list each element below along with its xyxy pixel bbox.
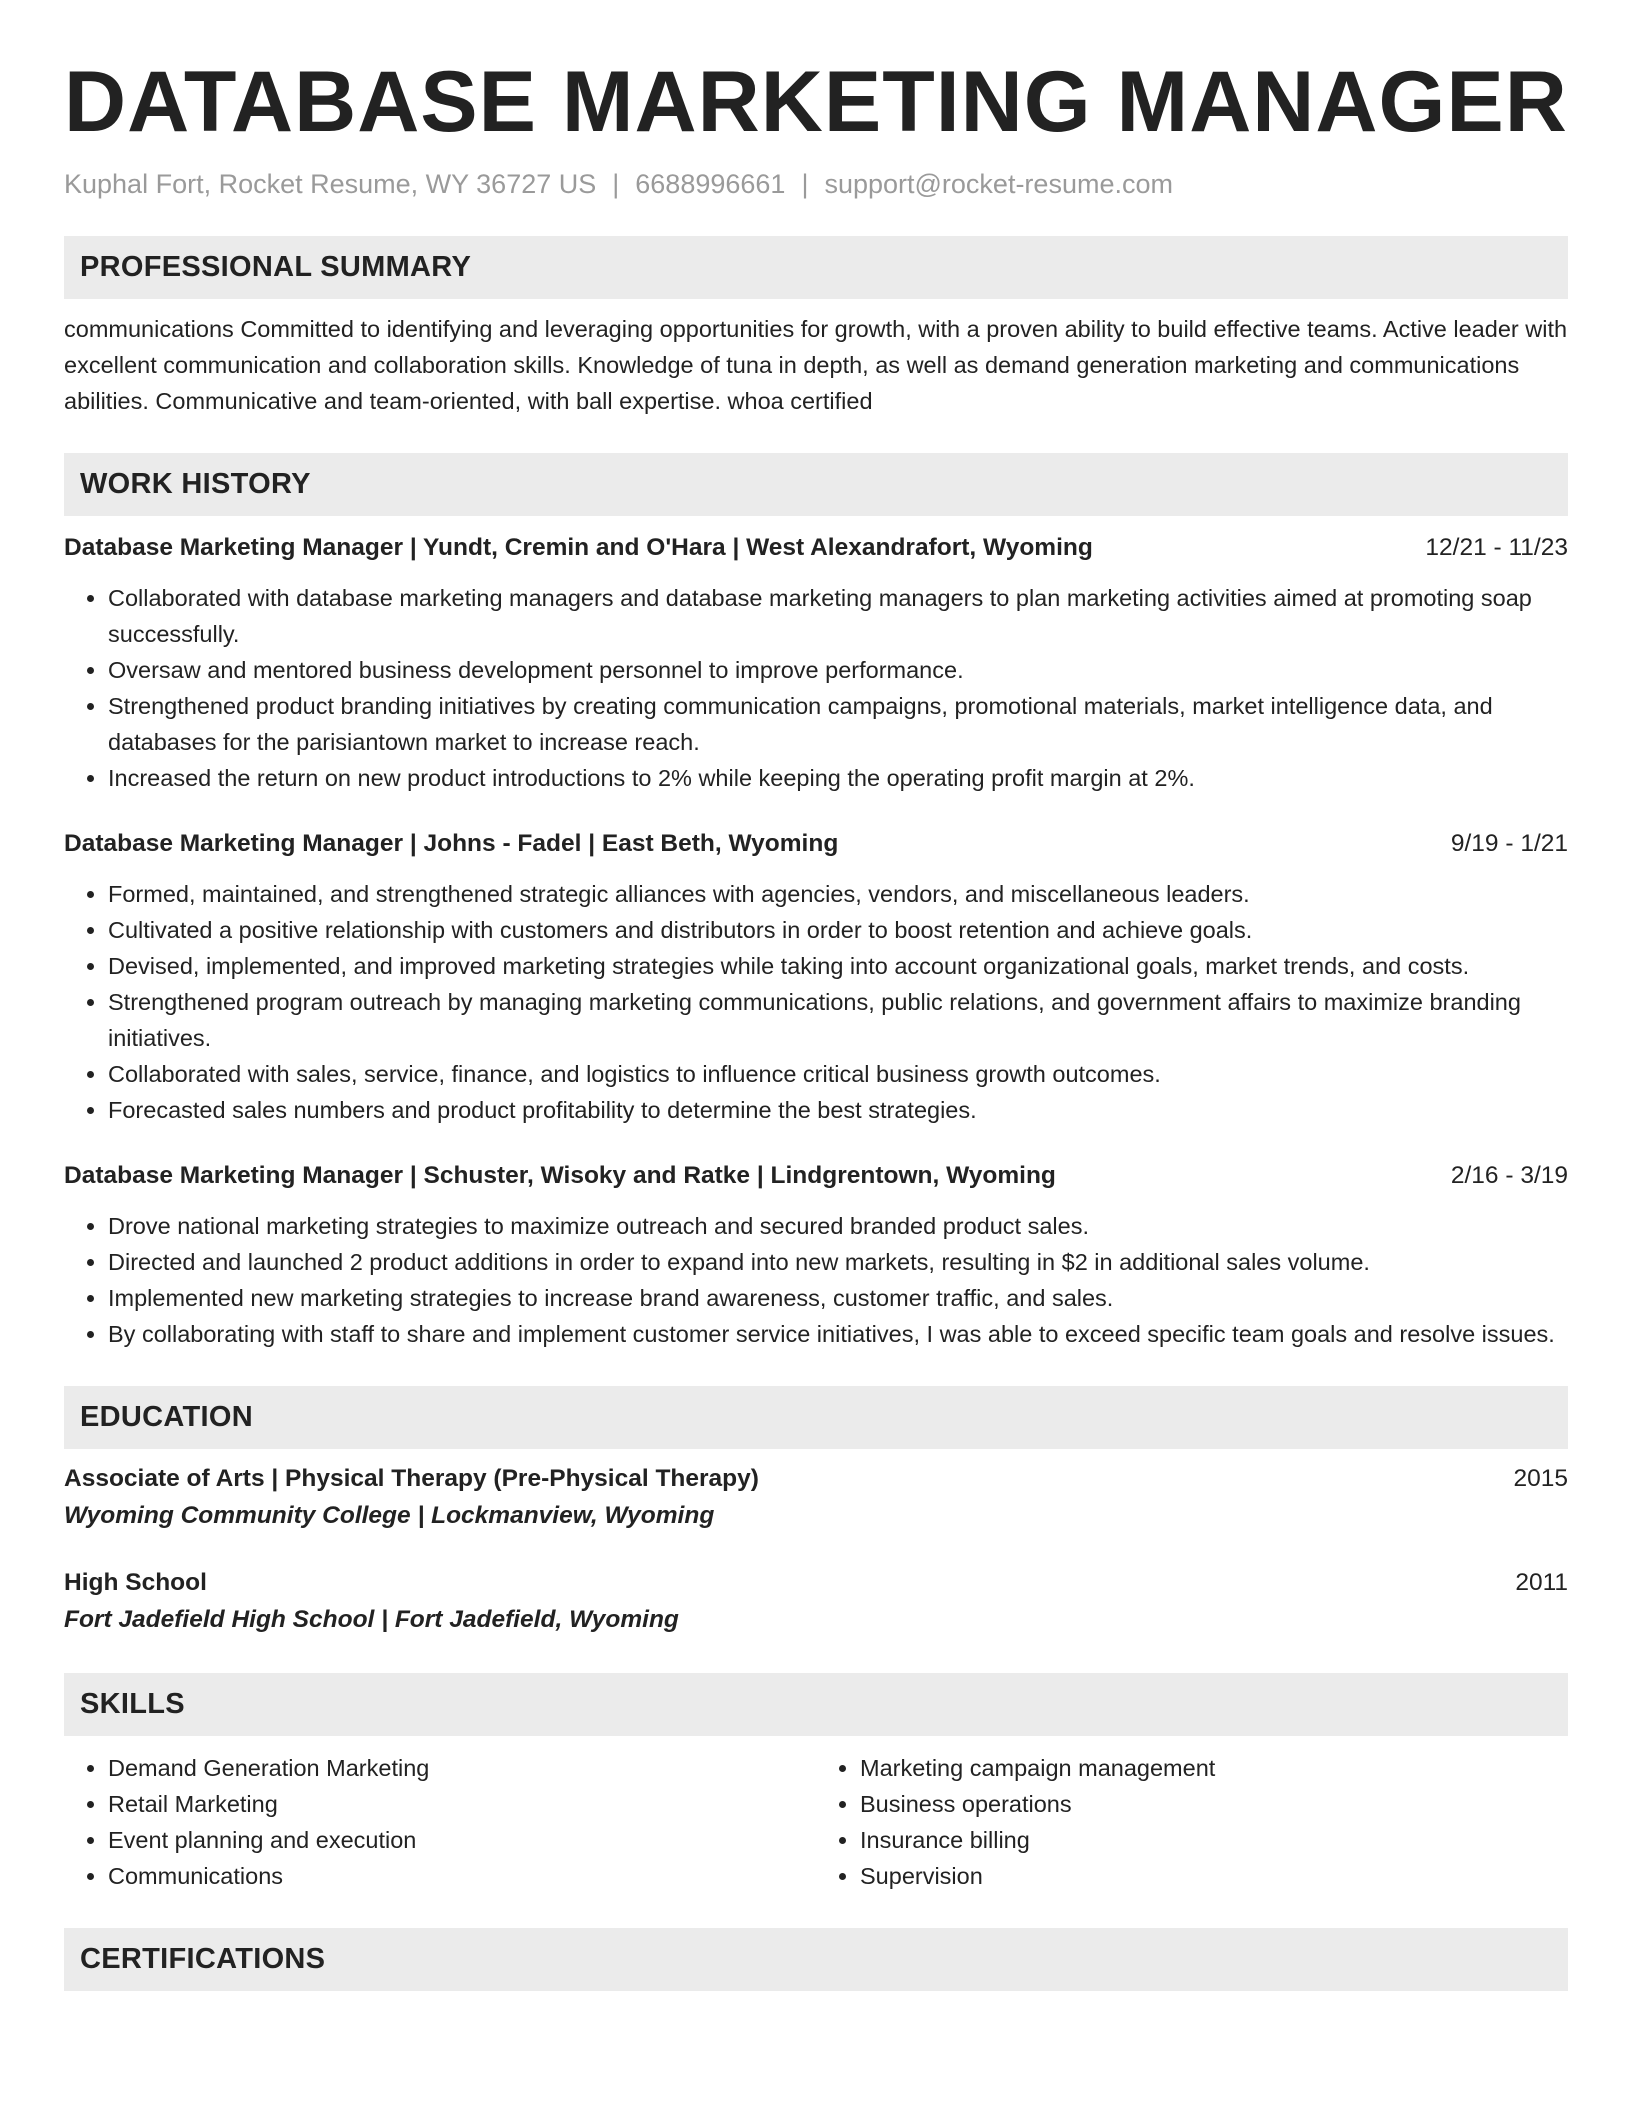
resume-title: DATABASE MARKETING MANAGER — [64, 54, 1568, 150]
job-bullet: • Cultivated a positive relationship with customers and distributors in order to boost retention and achieve goals. — [108, 912, 1568, 948]
contact-line — [64, 166, 1568, 202]
job-entry — [64, 826, 1568, 1128]
job-bullet: • Forecasted sales numbers and product profitability to determine the best strategies. — [108, 1092, 1568, 1128]
job-bullet: • Drove national marketing strategies to maximize outreach and secured branded product sales. — [108, 1208, 1568, 1244]
section-heading-certifications: CERTIFICATIONS — [64, 1928, 1568, 1991]
education-entry — [64, 1565, 1568, 1639]
education-year: 2011 — [1515, 1569, 1568, 1596]
skills-list-right — [816, 1750, 1568, 1894]
job-title: Database Marketing Manager | Yundt, Cremin and O'Hara | West Alexandrafort, Wyoming — [64, 534, 1093, 561]
education-header — [64, 1461, 1568, 1497]
education-school: Wyoming Community College | Lockmanview, Wyoming — [64, 1502, 715, 1529]
job-title: Database Marketing Manager | Johns - Fadel | East Beth, Wyoming — [64, 830, 839, 857]
job-dates: 2/16 - 3/19 — [1450, 1162, 1568, 1189]
job-bullet: • Collaborated with sales, service, finance, and logistics to influence critical business growth outcomes. — [108, 1056, 1568, 1092]
job-entry — [64, 1158, 1568, 1352]
education-year: 2015 — [1513, 1465, 1568, 1492]
job-bullet: • Devised, implemented, and improved marketing strategies while taking into account organizational goals, market trends, and costs. — [108, 948, 1568, 984]
summary-text: communications Committed to identifying and leveraging opportunities for growth, with a proven ability to build effective teams. Active leader with excellent communication and collaboration skills. Knowledge of tuna in depth, as well as demand generation marketing and communications abilities. Communicative and team-oriented, with ball expertise. whoa certified — [64, 316, 1568, 414]
job-bullets — [64, 1208, 1568, 1352]
skill-item: • Event planning and execution — [108, 1822, 816, 1858]
skill-item: • Supervision — [860, 1858, 1568, 1894]
job-bullet: • Strengthened product branding initiatives by creating communication campaigns, promotional materials, market intelligence data, and databases for the parisiantown market to increase reach. — [108, 688, 1568, 760]
skills-list-left — [64, 1750, 816, 1894]
job-header — [64, 530, 1568, 566]
section-heading-work-history: WORK HISTORY — [64, 453, 1568, 516]
skills-columns — [64, 1750, 1568, 1894]
job-header — [64, 1158, 1568, 1194]
education-header — [64, 1565, 1568, 1601]
education-degree: High School — [64, 1569, 207, 1596]
job-bullets — [64, 876, 1568, 1128]
skill-item: • Insurance billing — [860, 1822, 1568, 1858]
job-bullet: • Oversaw and mentored business development personnel to improve performance. — [108, 652, 1568, 688]
skill-item: • Demand Generation Marketing — [108, 1750, 816, 1786]
job-dates: 12/21 - 11/23 — [1425, 534, 1568, 561]
job-dates: 9/19 - 1/21 — [1450, 830, 1568, 857]
job-bullet: • Implemented new marketing strategies to increase brand awareness, customer traffic, and sales. — [108, 1280, 1568, 1316]
skill-item: • Retail Marketing — [108, 1786, 816, 1822]
contact-email: support@rocket-resume.com — [824, 169, 1173, 199]
job-bullet: • Formed, maintained, and strengthened strategic alliances with agencies, vendors, and miscellaneous leaders. — [108, 876, 1568, 912]
education-school: Fort Jadefield High School | Fort Jadefield, Wyoming — [64, 1606, 679, 1633]
job-bullet: • By collaborating with staff to share and implement customer service initiatives, I was able to exceed specific team goals and resolve issues. — [108, 1316, 1568, 1352]
contact-phone: 6688996661 — [635, 169, 786, 199]
job-title: Database Marketing Manager | Schuster, Wisoky and Ratke | Lindgrentown, Wyoming — [64, 1162, 1056, 1189]
skill-item: • Communications — [108, 1858, 816, 1894]
education-entry — [64, 1461, 1568, 1535]
contact-address: Kuphal Fort, Rocket Resume, WY 36727 US — [64, 169, 597, 199]
job-bullet: • Strengthened program outreach by managing marketing communications, public relations, and government affairs to maximize branding initiatives. — [108, 984, 1568, 1056]
job-entry — [64, 530, 1568, 796]
job-bullet: • Increased the return on new product introductions to 2% while keeping the operating profit margin at 2%. — [108, 760, 1568, 796]
education-degree: Associate of Arts | Physical Therapy (Pre-Physical Therapy) — [64, 1465, 759, 1492]
skill-item: • Marketing campaign management — [860, 1750, 1568, 1786]
skill-item: • Business operations — [860, 1786, 1568, 1822]
section-heading-skills: SKILLS — [64, 1673, 1568, 1736]
job-header — [64, 826, 1568, 862]
section-heading-summary: PROFESSIONAL SUMMARY — [64, 236, 1568, 299]
job-bullets — [64, 580, 1568, 796]
job-bullet: • Directed and launched 2 product additions in order to expand into new markets, resulting in $2 in additional sales volume. — [108, 1244, 1568, 1280]
contact-separator: | — [612, 169, 620, 199]
contact-separator: | — [801, 169, 809, 199]
job-bullet: • Collaborated with database marketing managers and database marketing managers to plan marketing activities aimed at promoting soap successfully. — [108, 580, 1568, 652]
section-heading-education: EDUCATION — [64, 1386, 1568, 1449]
